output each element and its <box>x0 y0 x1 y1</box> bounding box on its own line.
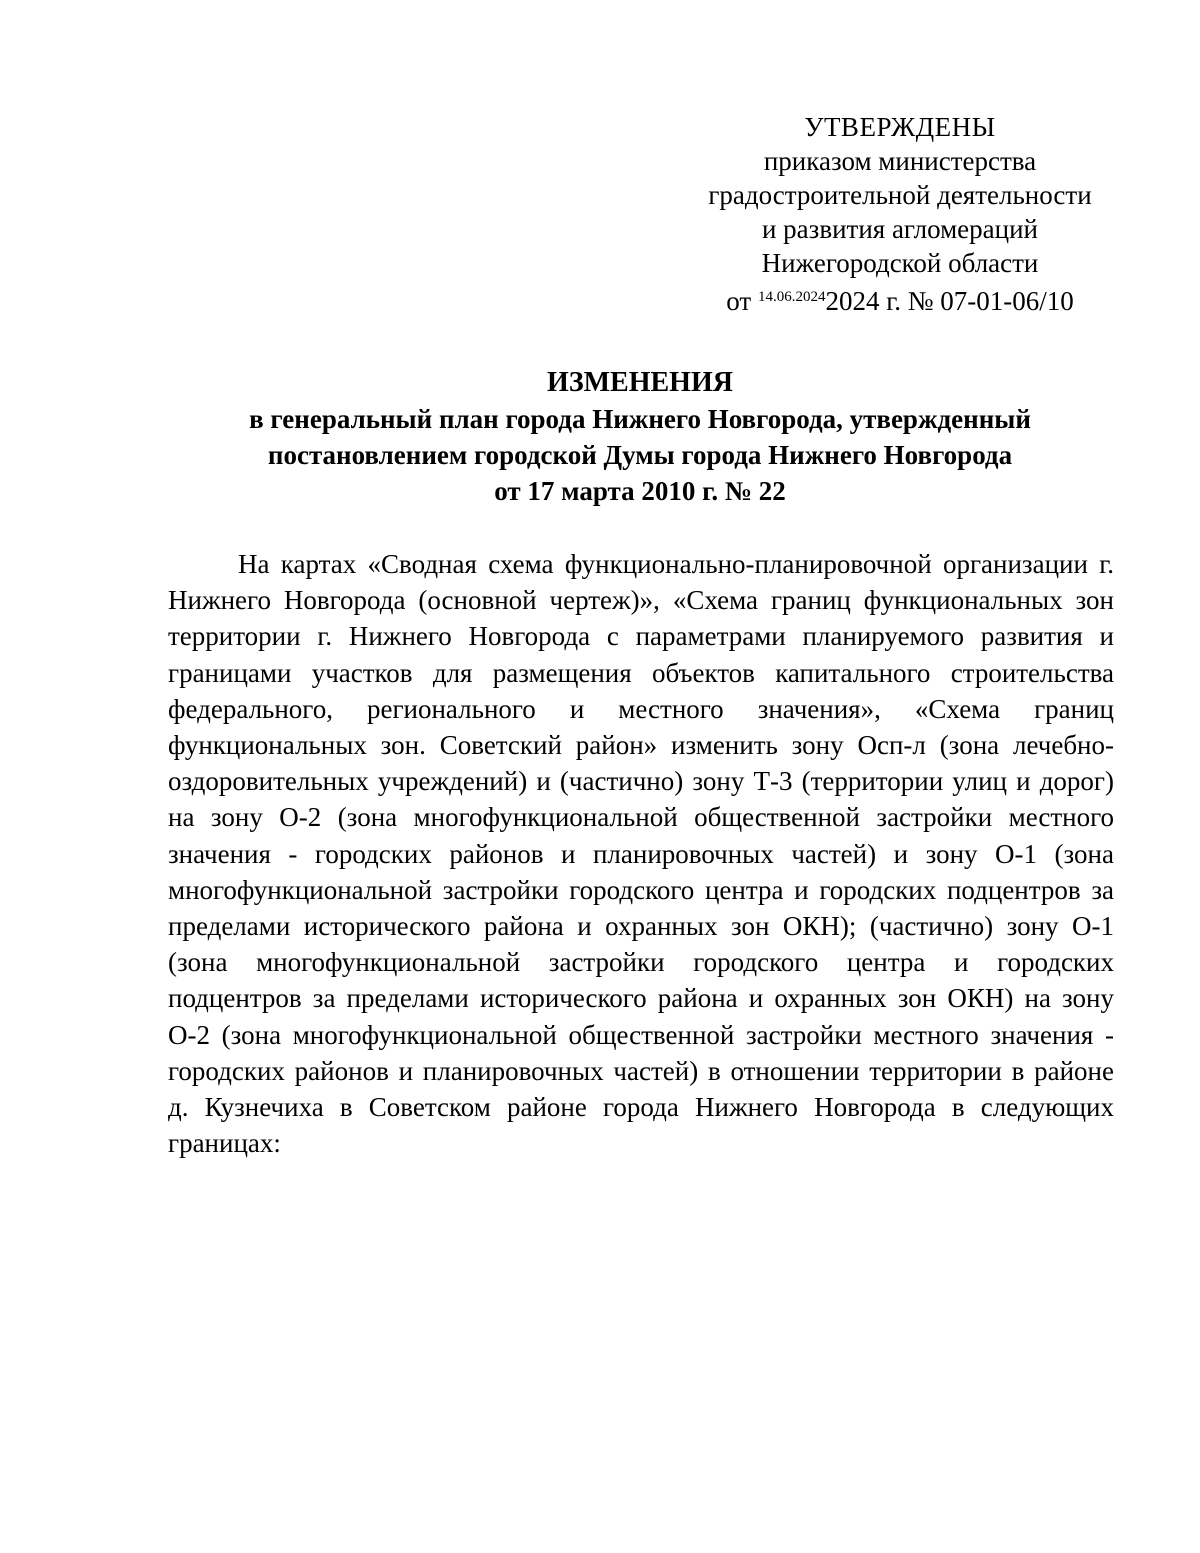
approval-heading: УТВЕРЖДЕНЫ <box>804 112 996 142</box>
approval-date-prefix: от <box>726 286 758 316</box>
approval-line-1: приказом министерства <box>763 146 1037 176</box>
approval-stamp-block <box>690 110 1110 318</box>
approval-line-2: градостроительной деятельности <box>708 180 1092 210</box>
document-title: ИЗМЕНЕНИЯ <box>547 367 733 398</box>
document-subtitle-line-1: в генеральный план города Нижнего Новгорода, утвержденный <box>249 404 1031 434</box>
body-paragraph: На картах «Сводная схема функционально-планировочной организации г. Нижнего Новгорода (основной чертеж)», «Схема границ функциональных зон территории г. Нижнего Новгорода с параметрами планируемого развития и границами участков для размещения объектов капитального строительства федерального, регионального и местного значения», «Схема границ функциональных зон. Советский район» изменить зону Осп-л (зона лечебно-оздоровительных учреждений) и (частично) зону Т-3 (территории улиц и дорог) на зону О-2 (зона многофункциональной общественной застройки местного значения - городских районов и планировочных частей) и зону О-1 (зона многофункциональной застройки городского центра и городских подцентров за пределами исторического района и охранных зон ОКН); (частично) зону О-1 (зона многофункциональной застройки городского центра и городских подцентров за пределами исторического района и охранных зон ОКН) на зону О-2 (зона многофункциональной общественной застройки местного значения - городских районов и планировочных частей) в отношении территории в районе д. Кузнечиха в Советском районе города Нижнего Новгорода в следующих границах: <box>168 549 1114 1159</box>
document-subtitle-line-2: постановлением городской Думы города Нижнего Новгорода <box>267 440 1013 470</box>
document-title-block <box>160 365 1120 509</box>
document-subtitle-line-3: от 17 марта 2010 г. № 22 <box>494 476 786 506</box>
approval-date-suffix: 2024 г. № 07-01-06/10 <box>825 286 1074 316</box>
approval-line-4: Нижегородской области <box>761 248 1039 278</box>
approval-line-3: и развития агломераций <box>761 214 1038 244</box>
approval-stamp-date: 14.06.2024 <box>757 289 826 305</box>
approval-date-line <box>690 280 1110 318</box>
